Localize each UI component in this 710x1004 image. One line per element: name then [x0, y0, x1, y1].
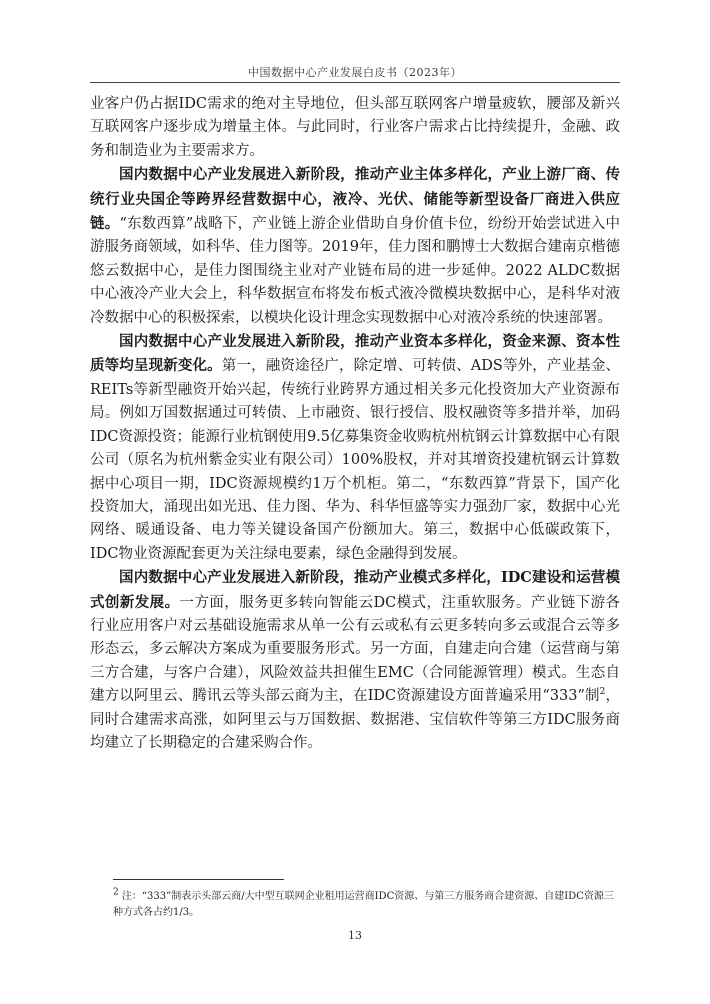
page-number: 13	[348, 929, 362, 942]
paragraph-lead: 国内数据中心产业发展进入新阶段，推动产业主体多样化，产业上游厂商、传统行业央国企等跨界经营数据中心，液冷、光伏、储能等新型设备厂商进入供应链。	[90, 166, 620, 233]
footnote-rule	[113, 879, 284, 880]
body-text	[90, 93, 620, 755]
footnote-text: 注：“333”制表示头部云商/大中型互联网企业租用运营商IDC资源、与第三方服务商合建资源、自建IDC资源三种方式各占约1/3。	[113, 891, 614, 918]
footnote-reference[interactable]: 2	[599, 687, 606, 698]
paragraph-lead: 国内数据中心产业发展进入新阶段，推动产业资本多样化，资金来源、资本性质等均呈现新变化。	[90, 333, 620, 375]
paragraph-body: “东数西算”战略下，产业链上游企业借助自身价值卡位，纷纷开始尝试进入中游服务商领域，如科华、佳力图等。2019年，佳力图和鹏博士大数据合建南京楷德悠云数据中心，是佳力图围绕主业对产业链布局的进一步延伸。2022 ALDC数据中心液冷产业大会上，科华数据宣布将发布板式液冷微模块数据中心，是科华对液冷数据中心的积极探索，以模块化设计理念实现数据中心对液冷系统的快速部署。	[90, 216, 621, 326]
paragraph-continuation: 业客户仍占据IDC需求的绝对主导地位，但头部互联网客户增量疲软，腰部及新兴互联网客户逐步成为增量主体。与此同时，行业客户需求占比持续提升，金融、政务和制造业为主要需求方。	[90, 96, 620, 159]
paragraph-body-continued: ，同时合建需求高涨，如阿里云与万国数据、数据港、宝信软件等第三方IDC服务商均建立了长期稳定的合建采购合作。	[90, 688, 621, 751]
footnote-marker: 2	[113, 887, 119, 898]
header-rule	[90, 82, 620, 83]
paragraph-body: 第一，融资途径广，除定增、可转债、ADS等外，产业基金、REITs等新型融资开始兴起，传统行业跨界方通过相关多元化投资加大产业资源布局。例如万国数据通过可转债、上市融资、银行授信、股权融资等多措并举，加码IDC资源投资；能源行业杭钢使用9.5亿募集资金收购杭州杭钢云计算数据中心有限公司（原名为杭州紫金实业有限公司）100%股权，并对其增资投建杭钢云计算数据中心项目一期，IDC资源规模约1万个机柜。第二，“东数西算”背景下，国产化投资加大，涌现出如光迅、佳力图、华为、科华恒盛等实力强劲厂家，数据中心光网络、暖通设备、电力等关键设备国产份额加大。第三，数据中心低碳政策下，IDC物业资源配套更为关注绿电要素，绿色金融得到发展。	[90, 358, 621, 562]
paragraph-industry-capital	[90, 330, 620, 566]
paragraph-industry-subjects	[90, 163, 620, 330]
paragraph-industry-models	[90, 566, 620, 755]
paragraph-lead: 国内数据中心产业发展进入新阶段，推动产业模式多样化，IDC建设和运营模式创新发展。	[90, 569, 620, 611]
paragraph-body: 一方面，服务更多转向智能云DC模式，注重软服务。产业链下游各行业应用客户对云基础设施需求从单一公有云或私有云更多转向多云或混合云等多形态云，多云解决方案成为重要服务形式。另一方面，自建走向合建（运营商与第三方合建，与客户合建），风险效益共担催生EMC（合同能源管理）模式。生态自建方以阿里云、腾讯云等头部云商为主，在IDC资源建设方面普遍采用“333”制	[90, 594, 621, 705]
running-header: 中国数据中心产业发展白皮书（2023年）	[248, 66, 462, 79]
footnote	[113, 889, 620, 921]
